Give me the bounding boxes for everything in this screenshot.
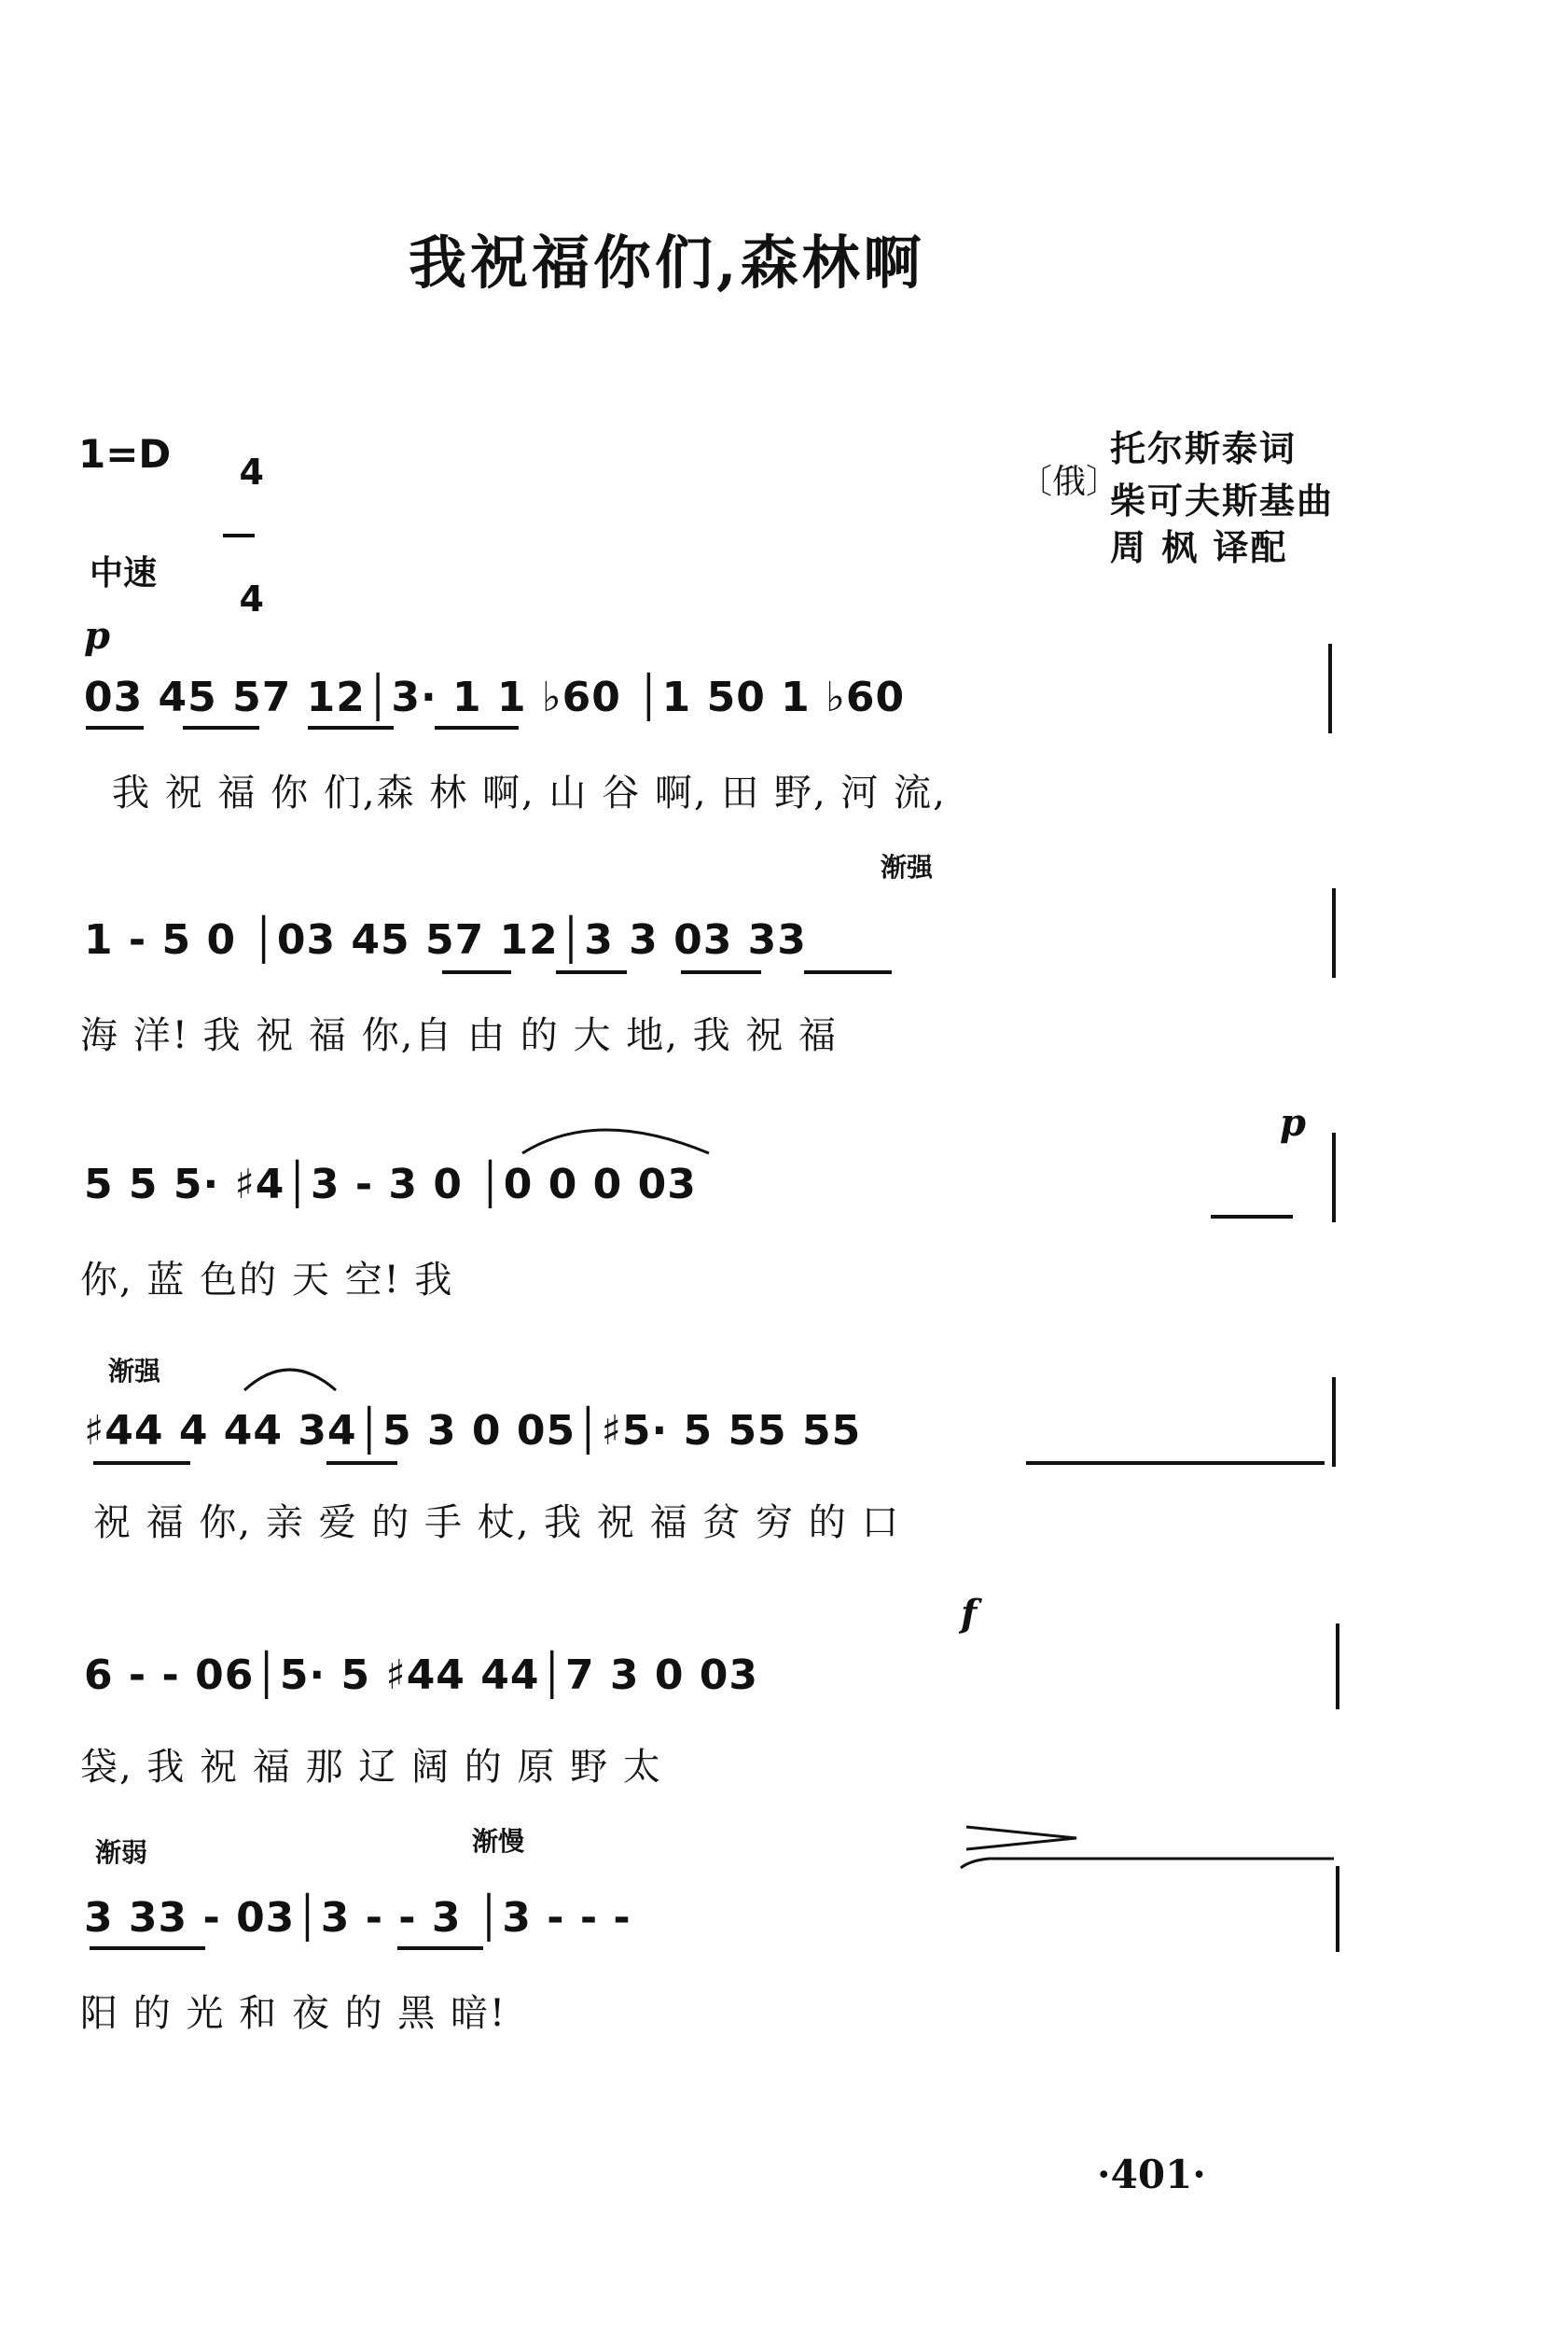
song-title: 我祝福你们,森林啊 [409, 229, 925, 297]
lyrics-line-3: 你, 蓝 色的 天 空! 我 [80, 1259, 454, 1302]
lyrics-line-5: 袋, 我 祝 福 那 辽 阔 的 原 野 太 [80, 1746, 662, 1789]
page-number: ·401· [1097, 2152, 1206, 2197]
notation-line-6: 3 33 - 03│3 - - 3 │3 - - - [84, 1894, 631, 1942]
time-signature-top: 4 [239, 452, 264, 493]
lyrics-line-2: 海 洋! 我 祝 福 你,自 由 的 大 地, 我 祝 福 [80, 1014, 839, 1057]
lyrics-line-1: 我 祝 福 你 们,森 林 啊, 山 谷 啊, 田 野, 河 流, [112, 772, 947, 815]
time-signature-bottom: 4 [239, 578, 264, 620]
tie-arc [522, 1130, 709, 1153]
tempo-marking: 中速 [90, 554, 158, 592]
notation-line-4: ♯44 4 44 34│5 3 0 05│♯5· 5 55 55 [84, 1407, 862, 1455]
notation-line-3: 5 5 5· ♯4│3 - 3 0 │0 0 0 03 [84, 1161, 697, 1208]
notation-line-5: 6 - - 06│5· 5 ♯44 44│7 3 0 03 [84, 1651, 758, 1699]
crescendo-marking: 渐强 [108, 1356, 161, 1386]
crescendo-marking: 渐强 [881, 852, 934, 883]
dynamic-forte: f [961, 1592, 978, 1636]
composer-credit: 柴可夫斯基曲 [1110, 480, 1335, 522]
diminuendo-marking: 渐弱 [95, 1837, 148, 1868]
nationality-mark: 〔俄〕 [1019, 463, 1120, 501]
ritardando-marking: 渐慢 [472, 1826, 525, 1857]
translator-credit: 周 枫 译配 [1110, 526, 1288, 568]
lyricist-credit: 托尔斯泰词 [1110, 427, 1297, 469]
key-signature: 1=D [78, 431, 172, 477]
tie-arc [961, 1859, 1334, 1868]
notation-line-2: 1 - 5 0 │03 45 57 12│3 3 03 33 [84, 916, 807, 964]
lyrics-line-6: 阳 的 光 和 夜 的 黑 暗! [80, 1992, 507, 2035]
dynamic-piano: p [1280, 1101, 1306, 1145]
notation-line-1: 03 45 57 12│3· 1 1 ♭60 │1 50 1 ♭60 [84, 674, 906, 721]
lyrics-line-4: 祝 福 你, 亲 爱 的 手 杖, 我 祝 福 贫 穷 的 口 [93, 1501, 901, 1544]
tie-arc [244, 1370, 336, 1390]
decrescendo-hairpin [966, 1827, 1076, 1849]
dynamic-piano: p [84, 614, 110, 658]
